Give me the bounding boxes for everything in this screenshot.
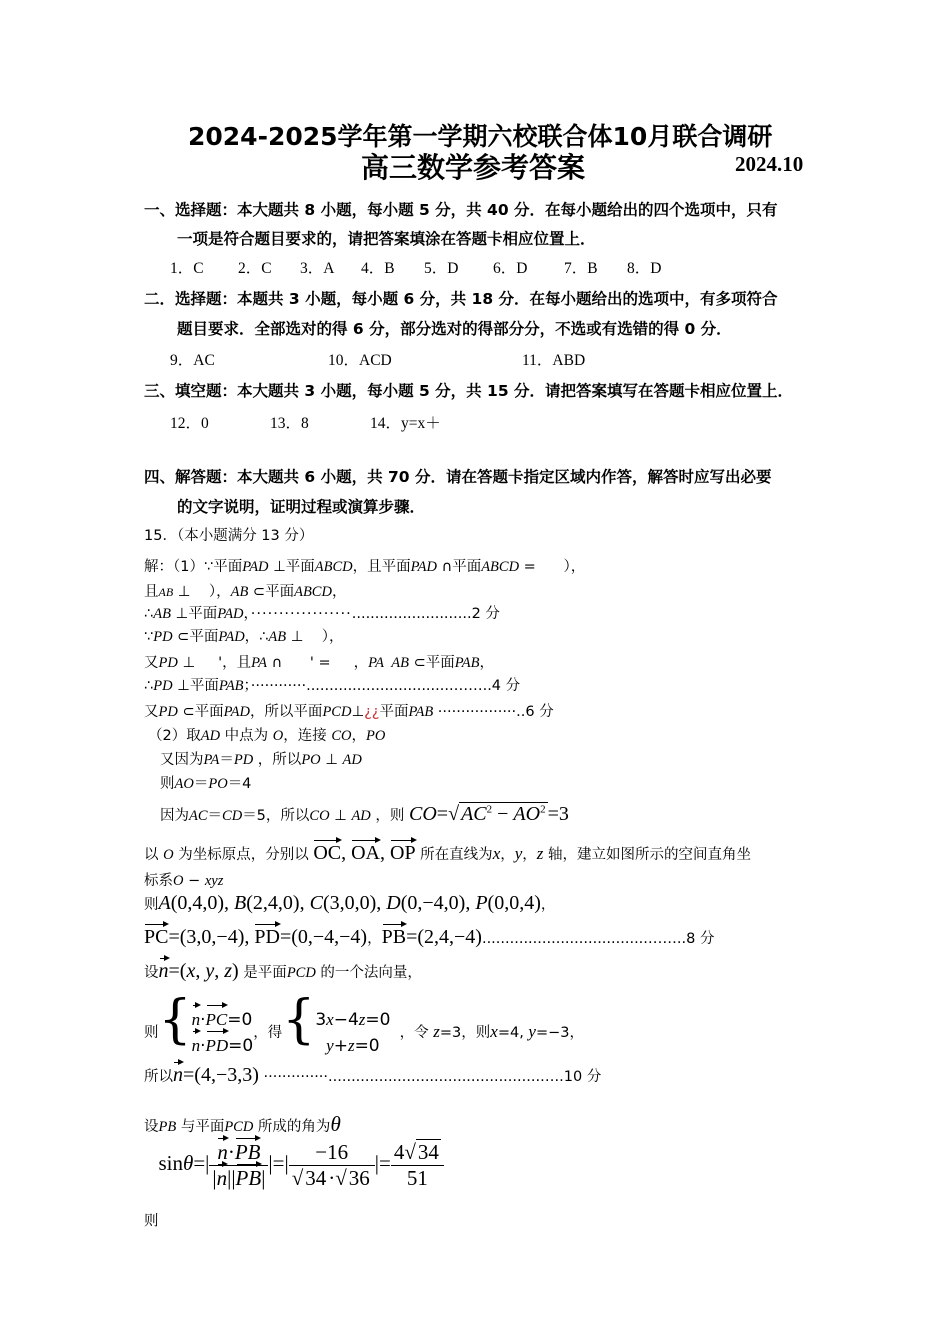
solution-line-13: 标系O − xyz xyxy=(144,873,224,889)
answer-5: 5．D xyxy=(424,260,459,277)
answer-4: 4．B xyxy=(361,260,395,277)
solution-line-2: 且AB ⊥ ），AB ⊂平面ABCD， xyxy=(144,584,347,600)
section-2-heading-1: 二．选择题：本题共 3 小题，每小题 6 分，共 18 分．在每小题给出的选项中，有多项符合 xyxy=(144,290,778,308)
score-8: ....................................……..8 分 xyxy=(481,931,715,947)
section-3-heading: 三、填空题：本大题共 3 小题，每小题 5 分，共 15 分．请把答案填写在答题卡相应位置上． xyxy=(144,382,794,400)
answer-7: 7．B xyxy=(564,260,598,277)
answer-8: 8．D xyxy=(627,260,662,277)
answer-3: 3．A xyxy=(300,260,335,277)
solution-line-15: PC=(3,0,−4), PD=(0,−4,−4)，PB=(2,4,−4)....................................……..8 分 xyxy=(144,926,715,948)
solution-line-1: 解：（1）∵平面PAD ⊥平面ABCD，且平面PAD ∩平面ABCD = ）， xyxy=(144,559,586,575)
solution-line-7: 又PD ⊂平面PAD，所以平面PCD⊥¿¿平面PAB ·················..6 分 xyxy=(144,704,554,720)
solution-line-9: 又因为PA＝PD ，所以PO ⊥ AD xyxy=(160,752,362,768)
title-date: 2024.10 xyxy=(735,152,804,176)
solution-line-5: 又PD ⊥ '，且PA ∩ ' = ，PA AB ⊂平面PAB， xyxy=(144,655,494,671)
solution-line-3: ∴AB ⊥平面PAD，··················..........................2 分 xyxy=(144,606,500,622)
solution-line-11: 因为AC＝CD＝5，所以CO ⊥ AD ，则 CO=√ $AC^2 - AO^2 =3$ xyxy=(160,803,569,825)
section-4-heading-2: 的文字说明，证明过程或演算步骤． xyxy=(177,498,426,516)
answer-6: 6．D xyxy=(493,260,528,277)
answer-14: 14．y=x＋ xyxy=(370,415,441,432)
answer-13: 13．8 xyxy=(270,415,309,432)
answer-12: 12．0 xyxy=(170,415,209,432)
score-10: ..............................................…..10 分 xyxy=(328,1069,602,1085)
solution-line-14: 则A(0,4,0), B(2,4,0), C(3,0,0), D(0,−4,0), P(0,0,4)， xyxy=(144,892,556,914)
solution-line-20: 则sinθ=| $\frac{n\cdot PB}{|n||PB|}$ |=| $\frac{-16}{√34\cdot√36}$ |= $\frac{4√34}{51}$ xyxy=(144,1140,444,1230)
problem-15-title: 15．（本小题满分 13 分） xyxy=(144,528,314,544)
section-4-heading-1: 四、解答题：本大题共 6 小题，共 70 分．请在答题卡指定区域内作答，解答时应写出必要 xyxy=(144,468,772,486)
score-4: ................................……..4 分 xyxy=(306,678,521,694)
title-line-1: 2024-2025学年第一学期六校联合体10月联合调研 xyxy=(188,122,773,151)
solution-line-19: 设PB 与平面PCD 所成的角为θ xyxy=(144,1112,341,1136)
solution-line-10: 则AO＝PO＝4 xyxy=(160,776,252,792)
solution-line-8: （2）取AD 中点为 O，连接 CO，PO xyxy=(148,728,386,744)
section-2-heading-2: 题目要求．全部选对的得 6 分，部分选对的得部分分，不选或有选错的得 0 分． xyxy=(177,320,732,338)
solution-line-18: 所以n=(4,−3,3) ··············..............................................…..10 分 xyxy=(144,1064,602,1086)
score-2: ..........................2 分 xyxy=(351,606,500,622)
answer-2: 2．C xyxy=(238,260,272,277)
solution-line-16: 设n=(x, y, z) 是平面PCD 的一个法向量， xyxy=(144,960,422,982)
answer-9: 9．AC xyxy=(170,352,215,369)
solution-line-6: ∴PD ⊥平面PAB；············................................……..4 分 xyxy=(144,678,521,694)
answer-10: 10．ACD xyxy=(328,352,392,369)
solution-line-17: 则{n·PC=0 n·PD=0，得{3x−4z=0 y+z=0 ，令 z=3，则x=4, y=−3， xyxy=(144,994,584,1059)
score-6: ..6 分 xyxy=(516,704,554,720)
solution-line-4: ∵PD ⊂平面PAD，∴AB ⊥ ）， xyxy=(144,629,344,645)
answer-11: 11．ABD xyxy=(522,352,586,369)
title-line-2: 高三数学参考答案 xyxy=(361,151,586,184)
section-1-heading-2: 一项是符合题目要求的，请把答案填涂在答题卡相应位置上． xyxy=(177,230,596,248)
answer-1: 1．C xyxy=(170,260,204,277)
solution-line-12: 以 O 为坐标原点，分别以 OC, OA, OP 所在直线为x，y，z 轴，建立如图所示的空间直角坐 xyxy=(144,842,752,864)
section-1-heading-1: 一、选择题：本大题共 8 小题，每小题 5 分，共 40 分．在每小题给出的四个选项中，只有 xyxy=(144,201,778,219)
